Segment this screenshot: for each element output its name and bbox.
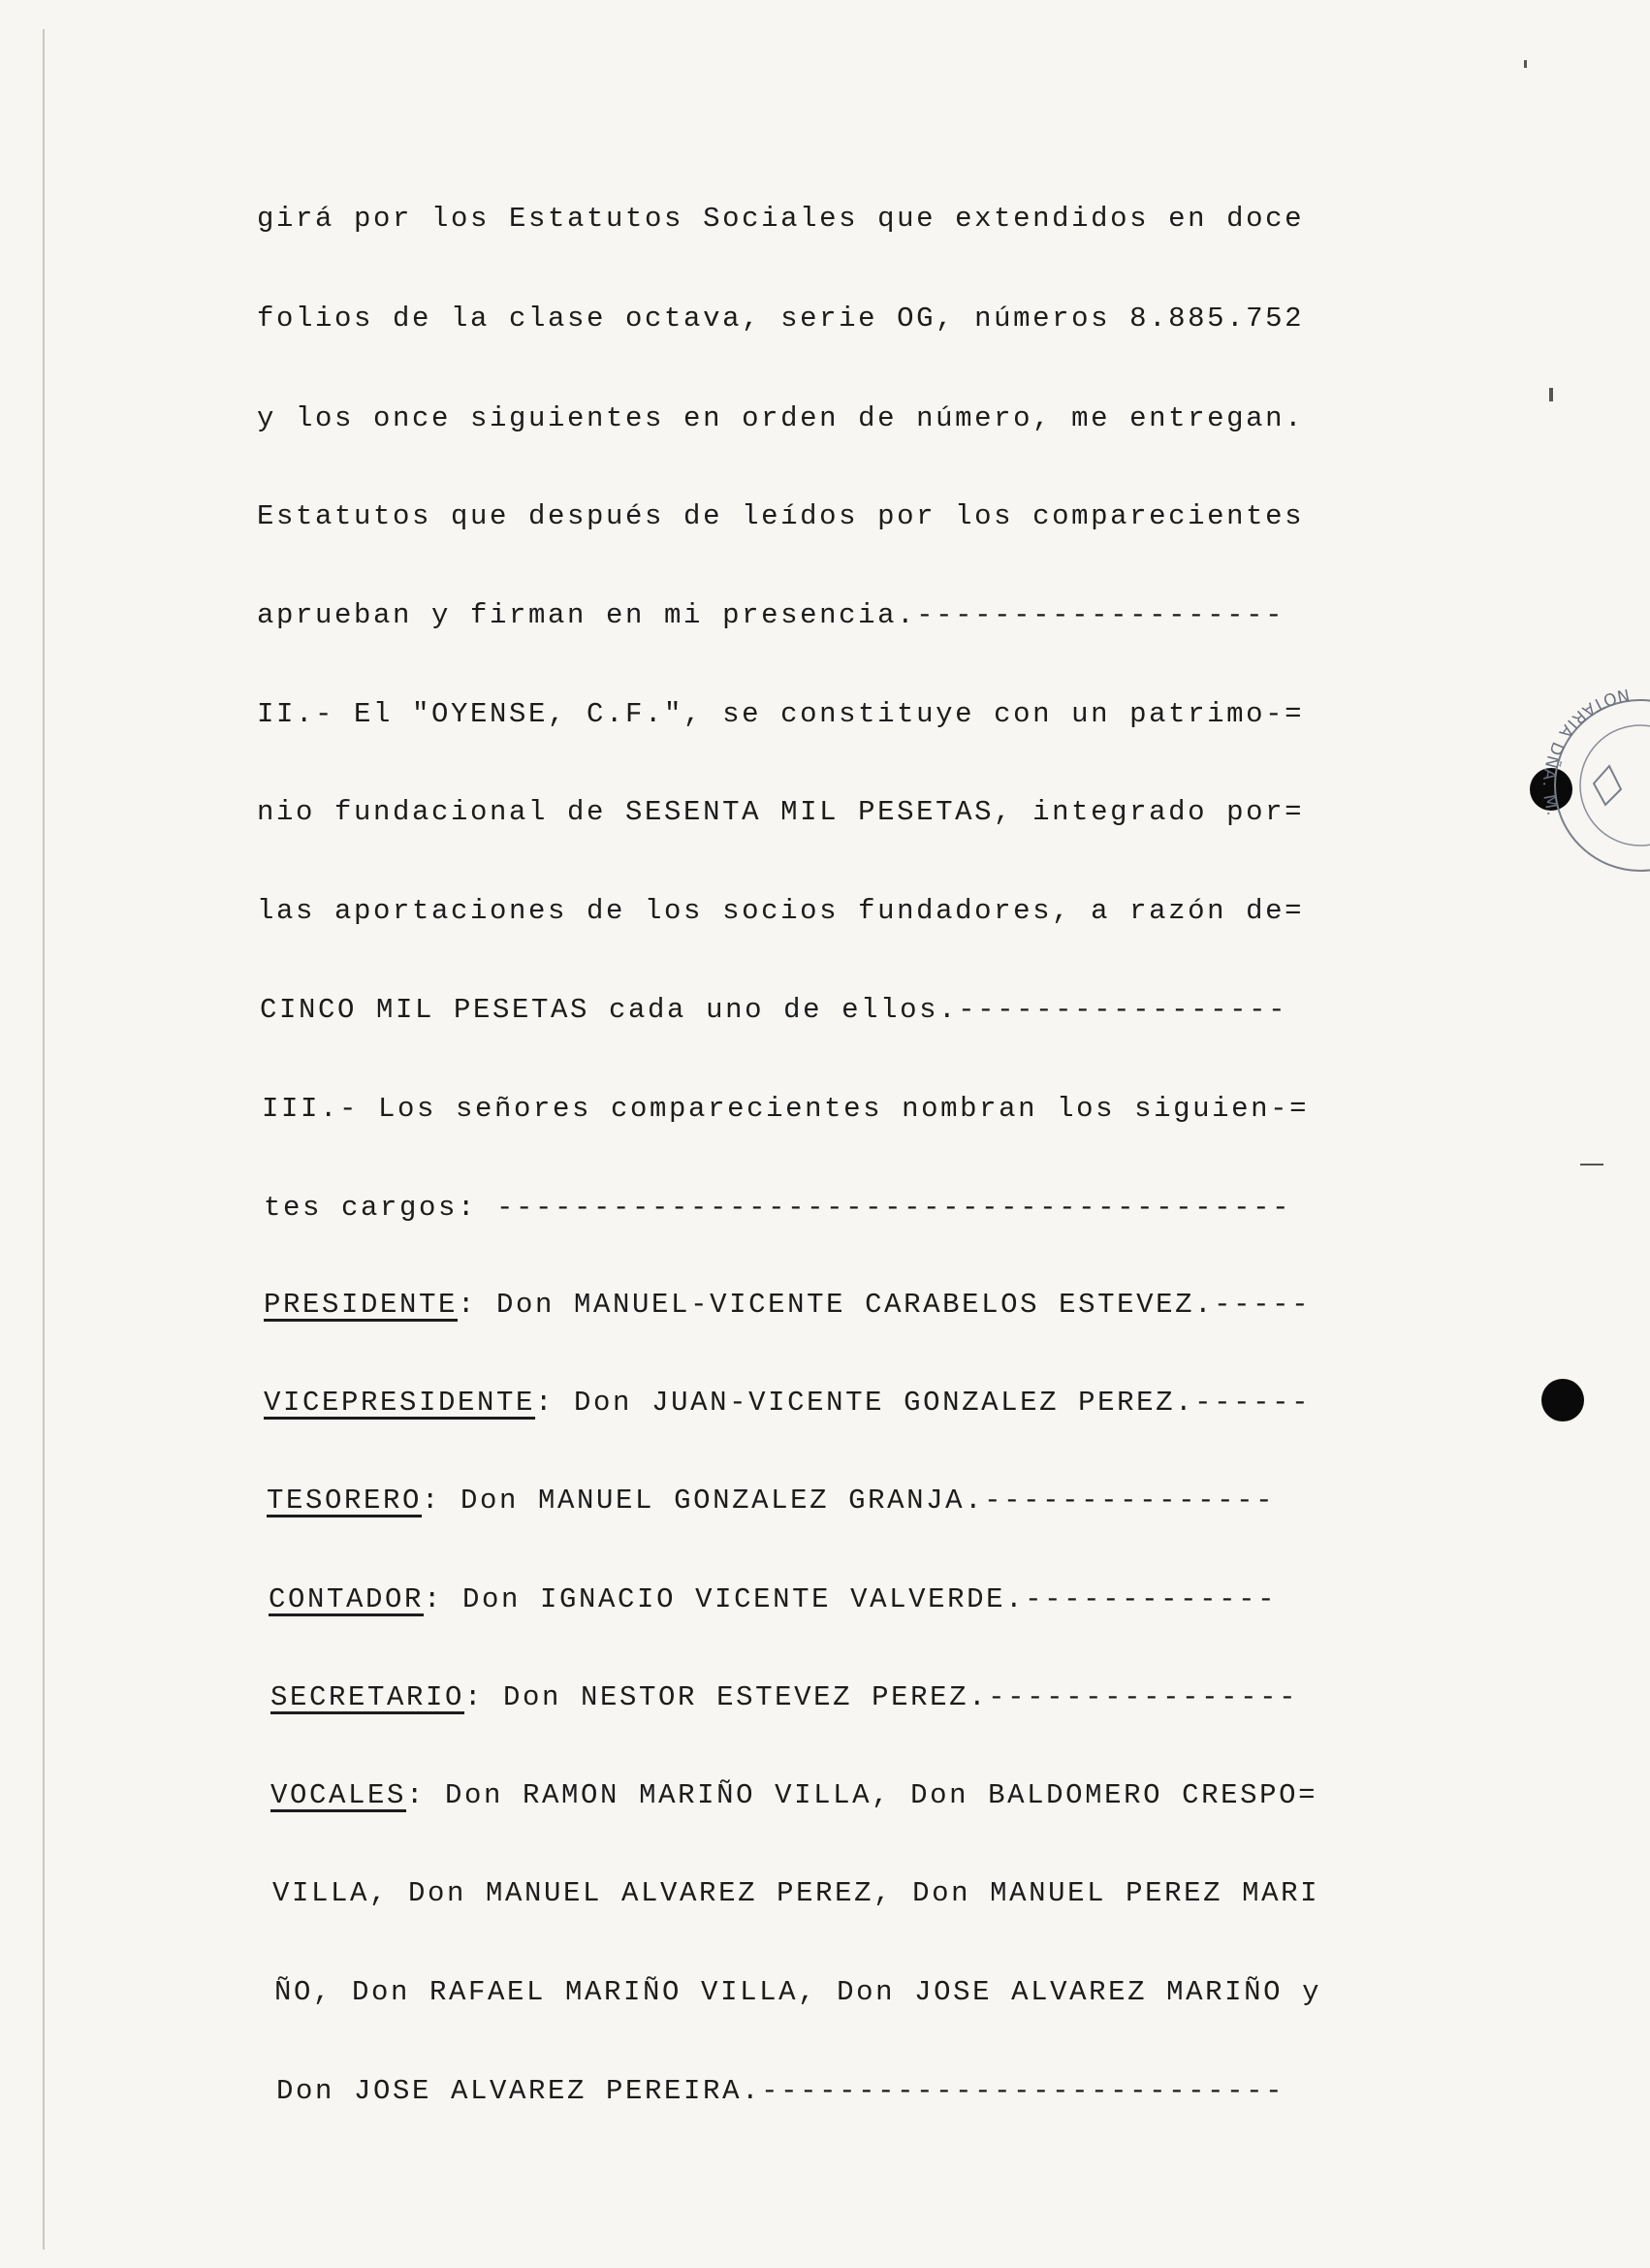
text-line-18: VILLA, Don MANUEL ALVAREZ PEREZ, Don MANUEL PEREZ MARI	[272, 1877, 1320, 1909]
text-line-5: aprueban y firman en mi presencia.-------------------	[257, 599, 1285, 631]
cargo-presidente	[264, 1288, 1311, 1323]
cargo-holder: : Don MANUEL-VICENTE CARABELOS ESTEVEZ.-----	[458, 1289, 1312, 1321]
text-line-2: folios de la clase octava, serie OG, números 8.885.752	[257, 303, 1305, 335]
cargo-holder: : Don IGNACIO VICENTE VALVERDE.-------------	[424, 1583, 1278, 1615]
cargo-holder: : Don NESTOR ESTEVEZ PEREZ.----------------	[464, 1681, 1299, 1713]
text-line-9: CINCO MIL PESETAS cada uno de ellos.-----------------	[260, 994, 1288, 1026]
left-margin-line	[43, 29, 45, 2250]
cargo-holder: : Don MANUEL GONZALEZ GRANJA.---------------	[422, 1485, 1276, 1517]
scan-speck	[1524, 60, 1527, 68]
text-line-4: Estatutos que después de leídos por los comparecientes	[257, 500, 1305, 532]
text-line-10: III.- Los señores comparecientes nombran los siguien-=	[262, 1093, 1310, 1125]
cargo-tesorero	[267, 1484, 1275, 1518]
text-line-1: girá por los Estatutos Sociales que extendidos en doce	[257, 203, 1305, 235]
cargo-holder: : Don RAMON MARIÑO VILLA, Don BALDOMERO CRESPO=	[406, 1779, 1318, 1811]
seal-text: NOTARIA DÑA. M.	[1538, 684, 1632, 820]
scan-speck	[1580, 1164, 1603, 1166]
scan-speck	[1549, 388, 1553, 401]
cargo-secretario	[270, 1680, 1298, 1715]
text-line-19: ÑO, Don RAFAEL MARIÑO VILLA, Don JOSE ALVAREZ MARIÑO y	[274, 1976, 1322, 2008]
punch-hole	[1541, 1379, 1584, 1421]
cargo-label: VOCALES	[270, 1779, 407, 1811]
cargo-holder: : Don JUAN-VICENTE GONZALEZ PEREZ.------	[535, 1387, 1312, 1419]
cargo-vocales	[270, 1778, 1317, 1813]
cargo-contador	[269, 1582, 1277, 1617]
text-line-3: y los once siguientes en orden de número, me entregan.	[257, 402, 1305, 434]
text-line-20: Don JOSE ALVAREZ PEREIRA.---------------------------	[276, 2075, 1285, 2107]
text-line-11: tes cargos: -----------------------------------------	[264, 1192, 1292, 1224]
seal-emblem	[1594, 766, 1621, 805]
seal-inner-ring	[1580, 725, 1650, 846]
cargo-vicepresidente	[264, 1386, 1311, 1421]
cargo-label: TESORERO	[267, 1485, 423, 1517]
notary-seal	[1534, 669, 1650, 902]
cargo-label: VICEPRESIDENTE	[264, 1387, 536, 1419]
text-line-8: las aportaciones de los socios fundadores, a razón de=	[257, 895, 1305, 927]
text-line-7: nio fundacional de SESENTA MIL PESETAS, integrado por=	[257, 796, 1305, 828]
cargo-label: CONTADOR	[269, 1583, 425, 1615]
text-line-6: II.- El "OYENSE, C.F.", se constituye con un patrimo-=	[257, 698, 1305, 730]
cargo-label: SECRETARIO	[270, 1681, 465, 1713]
cargo-label: PRESIDENTE	[264, 1289, 459, 1321]
